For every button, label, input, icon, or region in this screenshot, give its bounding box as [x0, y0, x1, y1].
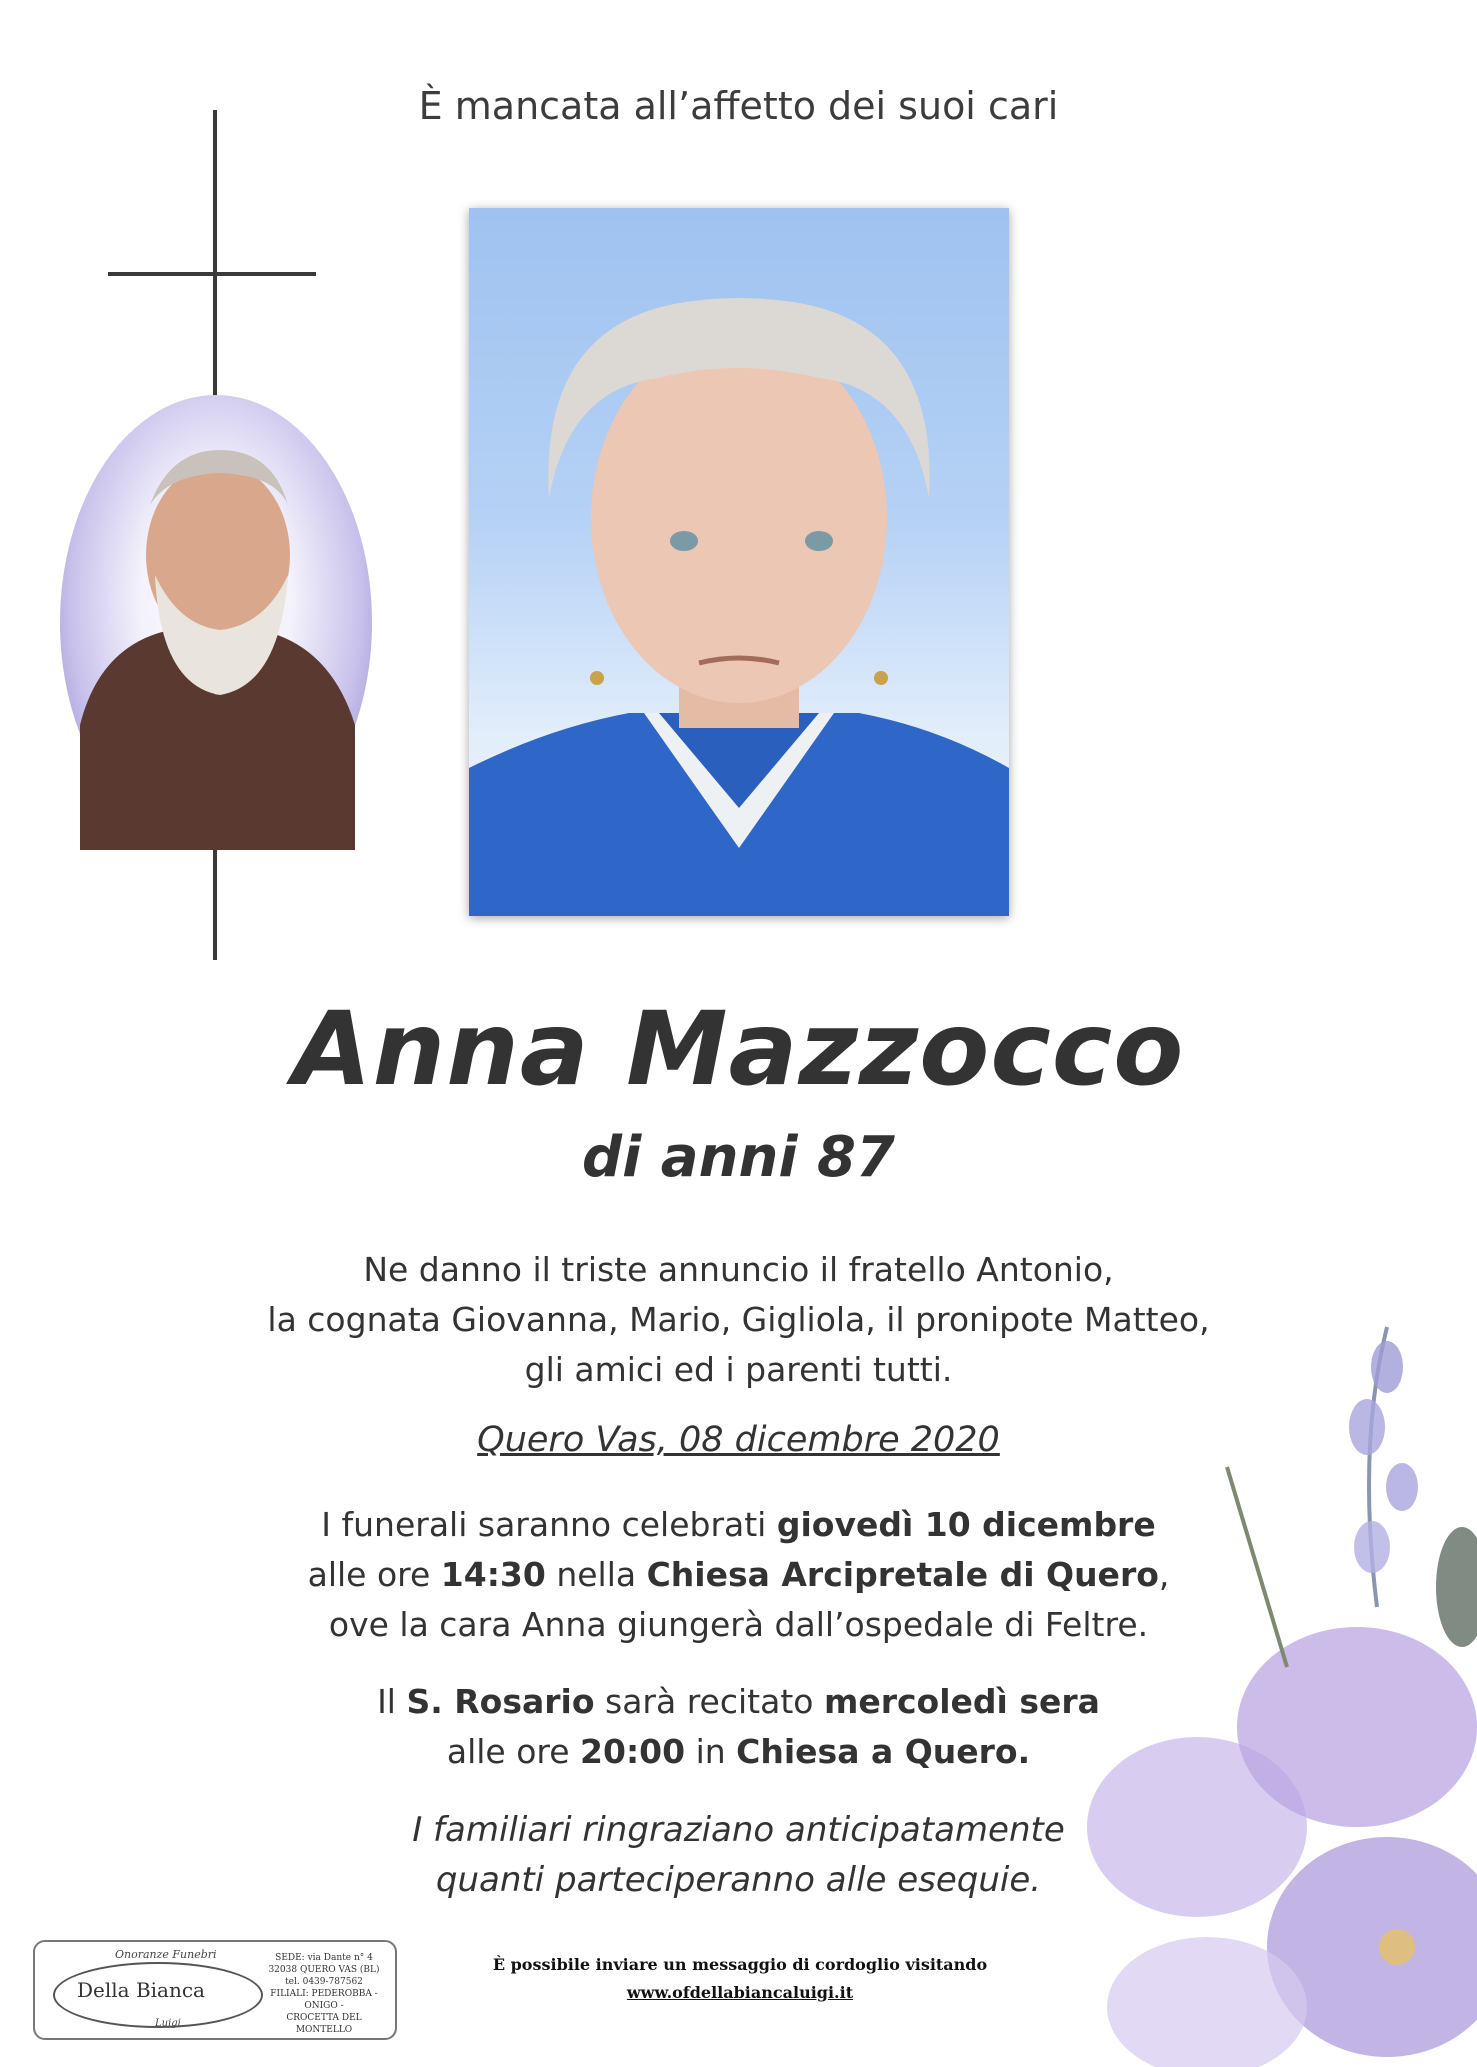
- logo-info-line: FILIALI: PEDEROBBA - ONIGO -: [270, 1989, 378, 2011]
- logo-name: Della Bianca: [77, 1978, 205, 2002]
- saint-figure-illustration: [60, 395, 372, 850]
- logo-contact-info: [259, 1952, 389, 2036]
- funeral-line-1: I funerali saranno celebrati giovedì 10 dicembre: [321, 1505, 1156, 1544]
- header-text: È mancata all’affetto dei suoi cari: [418, 84, 1059, 128]
- funeral-line-3: ove la cara Anna giungerà dall’ospedale di Feltre.: [328, 1605, 1149, 1644]
- rosary-line-1: Il S. Rosario sarà recitato mercoledì sera: [377, 1682, 1100, 1721]
- cross-horizontal-bar: [108, 272, 316, 276]
- rosary-line-2: alle ore 20:00 in Chiesa a Quero.: [446, 1732, 1031, 1771]
- website-link[interactable]: www.ofdellabiancaluigi.it: [626, 1983, 854, 2002]
- thanks-block: [0, 1805, 1477, 1905]
- deceased-photo: [469, 208, 1009, 916]
- logo-sub-text: Luigi: [155, 2018, 181, 2029]
- rosary-info-block: [0, 1677, 1477, 1777]
- logo-info-line: SEDE: via Dante n° 4: [275, 1953, 373, 1963]
- deceased-age: di anni 87: [582, 1125, 895, 1190]
- announcement-block: [0, 1245, 1477, 1395]
- announcement-line: gli amici ed i parenti tutti.: [524, 1350, 953, 1389]
- logo-small-text: Onoranze Funebri: [115, 1948, 217, 1961]
- place-date: Quero Vas, 08 dicembre 2020: [477, 1420, 1000, 1460]
- logo-info-line: 32038 QUERO VAS (BL): [268, 1965, 380, 1975]
- deceased-portrait-illustration: [469, 208, 1009, 916]
- saint-oval-portrait: [60, 395, 372, 850]
- logo-info-line: CROCETTA DEL MONTELLO: [286, 2013, 362, 2035]
- deceased-name: Anna Mazzocco: [292, 990, 1185, 1109]
- funeral-line-2: alle ore 14:30 nella Chiesa Arcipretale di Quero,: [307, 1555, 1170, 1594]
- announcement-line: Ne danno il triste annuncio il fratello Antonio,: [363, 1250, 1114, 1289]
- thanks-line: quanti parteciperanno alle esequie.: [435, 1860, 1042, 1900]
- funeral-home-logo: [33, 1940, 397, 2040]
- thanks-line: I familiari ringraziano anticipatamente: [412, 1810, 1065, 1850]
- funeral-info-block: [0, 1500, 1477, 1650]
- announcement-line: la cognata Giovanna, Mario, Gigliola, il pronipote Matteo,: [267, 1300, 1210, 1339]
- footer-message: È possibile inviare un messaggio di cordoglio visitando: [492, 1955, 988, 1974]
- logo-info-line: tel. 0439-787562: [285, 1977, 363, 1987]
